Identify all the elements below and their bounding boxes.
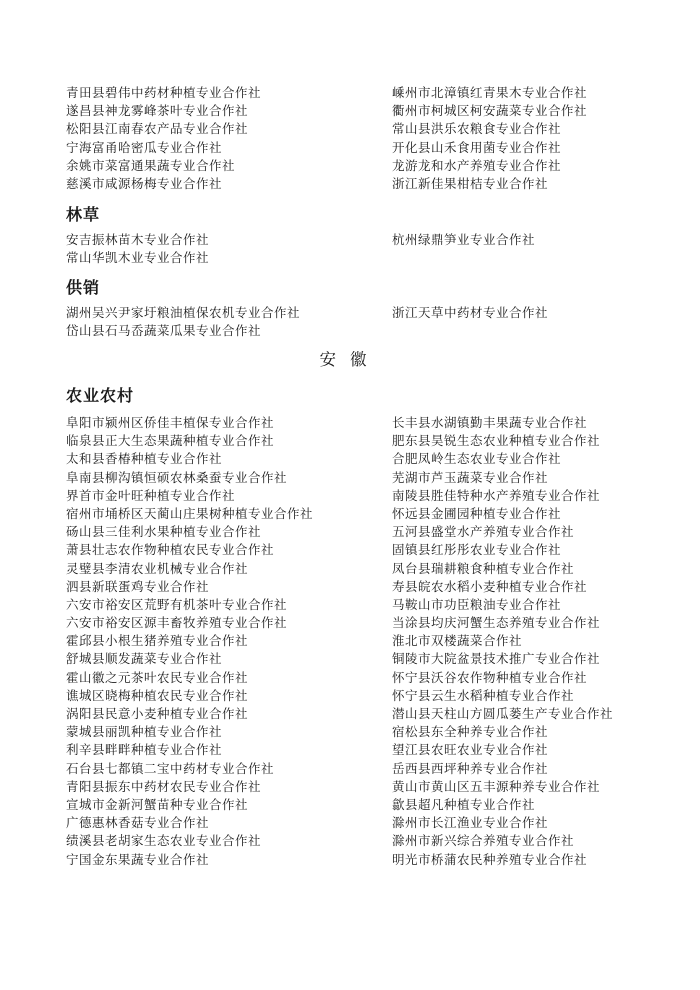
list-item: 舒城县顺发蔬菜专业合作社: [66, 651, 223, 667]
list-item: 嵊州市北漳镇红青果木专业合作社: [392, 85, 588, 100]
list-item: 浙江新佳果柑桔专业合作社: [392, 175, 549, 191]
list-item: 遂昌县神龙雾峰茶叶专业合作社: [66, 103, 249, 119]
list-item: 岳西县西坪种养专业合作社: [392, 760, 549, 776]
list-item: 临泉县正大生态果蔬种植专业合作社: [66, 433, 275, 449]
zhejiang-agriculture-list: [66, 84, 646, 193]
list-item: 五河县盛堂水产养殖专业合作社: [392, 524, 575, 540]
list-item: 慈溪市咸源杨梅专业合作社: [66, 175, 223, 191]
anhui-agriculture-list: [66, 414, 646, 869]
right-column: [392, 84, 646, 193]
list-item: 常山华凯木业专业合作社: [66, 250, 210, 266]
list-item: 长丰县水湖镇勤丰果蔬专业合作社: [392, 415, 588, 430]
list-item: 马鞍山市功臣粮油专业合作社: [392, 596, 562, 612]
province-heading-anhui: 安徽: [319, 350, 381, 369]
list-item: 界首市金叶旺种植专业合作社: [66, 487, 236, 503]
list-item: 余姚市菜富通果蔬专业合作社: [66, 157, 236, 173]
section-heading-forestry: 林草: [66, 205, 101, 224]
list-item: 歙县超凡种植专业合作社: [392, 796, 536, 812]
list-item: 常山县洪乐农粮食专业合作社: [392, 121, 562, 137]
list-item: 怀远县金圃园种植专业合作社: [392, 505, 562, 521]
forestry-list: [66, 231, 646, 267]
list-item: 明光市桥蒲农民种养殖专业合作社: [392, 851, 588, 867]
list-item: 六安市裕安区源丰畜牧养殖专业合作社: [66, 615, 288, 631]
section-heading-agriculture: 农业农村: [66, 386, 135, 405]
list-item: 宣城市金新河蟹苗种专业合作社: [66, 796, 249, 812]
list-item: 固镇县红彤彤农业专业合作社: [392, 542, 562, 558]
list-item: 利辛县畔畔种植专业合作社: [66, 742, 223, 758]
list-item: 怀宁县云生水稻种植专业合作社: [392, 687, 575, 703]
left-column: [66, 414, 392, 869]
list-item: 淮北市双楼蔬菜合作社: [392, 633, 523, 649]
list-item: 肥东县昊锐生态农业种植专业合作社: [392, 433, 601, 449]
list-item: 滁州市长江渔业专业合作社: [392, 815, 549, 831]
section-heading-supply: 供销: [66, 278, 101, 297]
list-item: 浙江天草中药材专业合作社: [392, 305, 549, 320]
list-item: 砀山县三佳利水果种植专业合作社: [66, 524, 262, 540]
list-item: 铜陵市大院盆景技术推广专业合作社: [392, 651, 601, 667]
right-column: [392, 231, 646, 267]
list-item: 望江县农旺农业专业合作社: [392, 742, 549, 758]
list-item: 青田县碧伟中药材种植专业合作社: [66, 85, 262, 100]
right-column: [392, 414, 646, 869]
list-item: 芜湖市芦玉蔬菜专业合作社: [392, 469, 549, 485]
list-item: 安吉振林苗木专业合作社: [66, 232, 210, 247]
list-item: 松阳县江南春农产品专业合作社: [66, 121, 249, 137]
list-item: 宁国金东果蔬专业合作社: [66, 851, 210, 867]
left-column: [66, 231, 392, 267]
list-item: 谯城区晓梅种植农民专业合作社: [66, 687, 249, 703]
list-item: 霍邱县小根生猪养殖专业合作社: [66, 633, 249, 649]
list-item: 太和县香椿种植专业合作社: [66, 451, 223, 467]
list-item: 合肥凤岭生态农业专业合作社: [392, 451, 562, 467]
list-item: 涡阳县民意小麦种植专业合作社: [66, 706, 249, 721]
list-item: 阜阳市颍州区侨佳丰植保专业合作社: [66, 415, 275, 430]
list-item: 衢州市柯城区柯安蔬菜专业合作社: [392, 103, 588, 119]
supply-list: [66, 304, 646, 340]
list-item: 石台县七都镇二宝中药材专业合作社: [66, 760, 275, 776]
left-column: [66, 304, 392, 340]
list-item: 怀宁县沃谷农作物种植专业合作社: [392, 669, 588, 685]
list-item: 阜南县柳沟镇恒硕农林桑蚕专业合作社: [66, 469, 288, 485]
left-column: [66, 84, 392, 193]
list-item: 六安市裕安区荒野有机茶叶专业合作社: [66, 596, 288, 612]
list-item: 南陵县胜佳特种水产养殖专业合作社: [392, 487, 601, 503]
list-item: 滁州市新兴综合养殖专业合作社: [392, 833, 575, 849]
list-item: 萧县壮志农作物种植农民专业合作社: [66, 542, 275, 558]
list-item: 凤台县瑞耕粮食种植专业合作社: [392, 560, 575, 576]
list-item: 宁海富甬哈密瓜专业合作社: [66, 139, 223, 155]
list-item: 寿县皖农水稻小麦种植专业合作社: [392, 578, 588, 594]
list-item: 龙游龙和水产养殖专业合作社: [392, 157, 562, 173]
right-column: [392, 304, 646, 340]
list-item: 黄山市黄山区五丰源种养专业合作社: [392, 778, 601, 794]
list-item: 岱山县石马岙蔬菜瓜果专业合作社: [66, 323, 262, 339]
list-item: 宿州市埇桥区天蔺山庄果树种植专业合作社: [66, 505, 314, 521]
list-item: 广德惠林香菇专业合作社: [66, 815, 210, 831]
list-item: 潜山县天柱山方圆瓜蒌生产专业合作社: [392, 706, 614, 721]
list-item: 当涂县均庆河蟹生态养殖专业合作社: [392, 615, 601, 631]
list-item: 开化县山禾食用菌专业合作社: [392, 139, 562, 155]
list-item: 泗县新联蛋鸡专业合作社: [66, 578, 210, 594]
list-item: 霍山徽之元茶叶农民专业合作社: [66, 669, 249, 685]
list-item: 青阳县振东中药材农民专业合作社: [66, 778, 262, 794]
list-item: 绩溪县老胡家生态农业专业合作社: [66, 833, 262, 849]
list-item: 宿松县东全种养专业合作社: [392, 724, 549, 740]
list-item: 杭州绿鼎笋业专业合作社: [392, 232, 536, 247]
list-item: 蒙城县丽凯种植专业合作社: [66, 724, 223, 740]
list-item: 灵璧县李清农业机械专业合作社: [66, 560, 249, 576]
list-item: 湖州吴兴尹家圩粮油植保农机专业合作社: [66, 305, 301, 320]
